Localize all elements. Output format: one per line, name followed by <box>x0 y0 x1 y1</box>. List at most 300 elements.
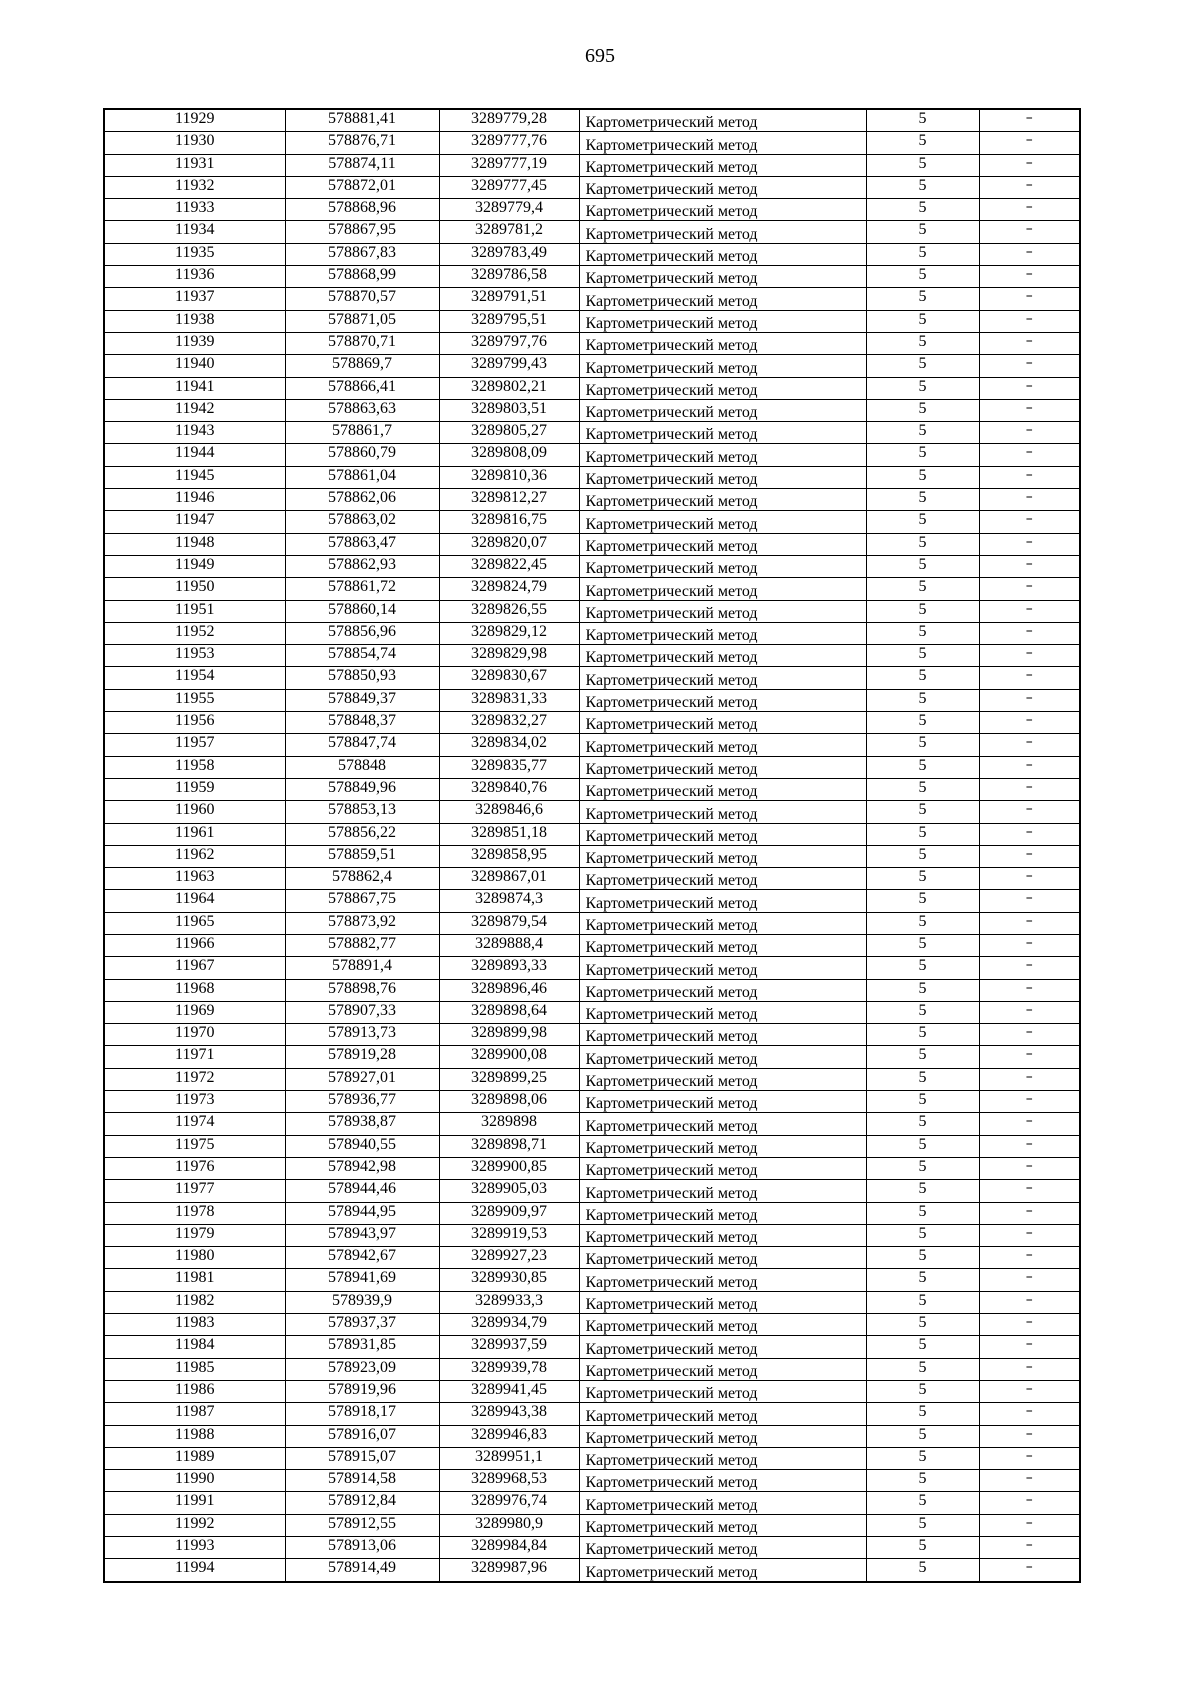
method-cell: Картометрический метод <box>579 377 866 399</box>
x-coordinate-cell: 578931,85 <box>285 1336 439 1358</box>
accuracy-cell: 5 <box>866 1046 979 1068</box>
point-number-cell: 11991 <box>104 1492 285 1514</box>
y-coordinate-cell: 3289919,53 <box>439 1224 579 1246</box>
table-row <box>104 377 1080 399</box>
note-cell: – <box>979 377 1080 399</box>
point-number-cell: 11953 <box>104 645 285 667</box>
x-coordinate-cell: 578849,37 <box>285 689 439 711</box>
y-coordinate-cell: 3289786,58 <box>439 266 579 288</box>
method-cell: Картометрический метод <box>579 890 866 912</box>
table-row <box>104 1269 1080 1291</box>
note-cell: – <box>979 288 1080 310</box>
x-coordinate-cell: 578861,04 <box>285 466 439 488</box>
accuracy-cell: 5 <box>866 979 979 1001</box>
point-number-cell: 11942 <box>104 399 285 421</box>
y-coordinate-cell: 3289840,76 <box>439 778 579 800</box>
table-row <box>104 1224 1080 1246</box>
table-row <box>104 533 1080 555</box>
note-cell: – <box>979 823 1080 845</box>
table-row <box>104 1358 1080 1380</box>
point-number-cell: 11978 <box>104 1202 285 1224</box>
table-row <box>104 1046 1080 1068</box>
method-cell: Картометрический метод <box>579 1180 866 1202</box>
x-coordinate-cell: 578856,22 <box>285 823 439 845</box>
accuracy-cell: 5 <box>866 912 979 934</box>
table-row <box>104 1091 1080 1113</box>
method-cell: Картометрический метод <box>579 332 866 354</box>
point-number-cell: 11981 <box>104 1269 285 1291</box>
note-cell: – <box>979 1314 1080 1336</box>
note-cell: – <box>979 199 1080 221</box>
y-coordinate-cell: 3289777,76 <box>439 132 579 154</box>
note-cell: – <box>979 332 1080 354</box>
accuracy-cell: 5 <box>866 689 979 711</box>
y-coordinate-cell: 3289802,21 <box>439 377 579 399</box>
accuracy-cell: 5 <box>866 1358 979 1380</box>
table-row <box>104 600 1080 622</box>
y-coordinate-cell: 3289791,51 <box>439 288 579 310</box>
note-cell: – <box>979 1425 1080 1447</box>
note-cell: – <box>979 243 1080 265</box>
note-cell: – <box>979 890 1080 912</box>
point-number-cell: 11975 <box>104 1135 285 1157</box>
table-row <box>104 1247 1080 1269</box>
table-row <box>104 1001 1080 1023</box>
y-coordinate-cell: 3289799,43 <box>439 355 579 377</box>
accuracy-cell: 5 <box>866 310 979 332</box>
x-coordinate-cell: 578863,63 <box>285 399 439 421</box>
method-cell: Картометрический метод <box>579 511 866 533</box>
x-coordinate-cell: 578872,01 <box>285 176 439 198</box>
accuracy-cell: 5 <box>866 957 979 979</box>
x-coordinate-cell: 578913,06 <box>285 1537 439 1559</box>
method-cell: Картометрический метод <box>579 132 866 154</box>
note-cell: – <box>979 511 1080 533</box>
point-number-cell: 11983 <box>104 1314 285 1336</box>
x-coordinate-cell: 578938,87 <box>285 1113 439 1135</box>
method-cell: Картометрический метод <box>579 689 866 711</box>
y-coordinate-cell: 3289781,2 <box>439 221 579 243</box>
method-cell: Картометрический метод <box>579 600 866 622</box>
note-cell: – <box>979 154 1080 176</box>
y-coordinate-cell: 3289779,28 <box>439 109 579 132</box>
y-coordinate-cell: 3289980,9 <box>439 1514 579 1536</box>
y-coordinate-cell: 3289898,06 <box>439 1091 579 1113</box>
accuracy-cell: 5 <box>866 355 979 377</box>
note-cell: – <box>979 533 1080 555</box>
table-row <box>104 1537 1080 1559</box>
note-cell: – <box>979 132 1080 154</box>
method-cell: Картометрический метод <box>579 533 866 555</box>
table-row <box>104 1180 1080 1202</box>
x-coordinate-cell: 578869,7 <box>285 355 439 377</box>
point-number-cell: 11973 <box>104 1091 285 1113</box>
point-number-cell: 11965 <box>104 912 285 934</box>
y-coordinate-cell: 3289941,45 <box>439 1380 579 1402</box>
x-coordinate-cell: 578870,71 <box>285 332 439 354</box>
table-row <box>104 1425 1080 1447</box>
y-coordinate-cell: 3289797,76 <box>439 332 579 354</box>
method-cell: Картометрический метод <box>579 957 866 979</box>
note-cell: – <box>979 1447 1080 1469</box>
note-cell: – <box>979 399 1080 421</box>
x-coordinate-cell: 578882,77 <box>285 934 439 956</box>
note-cell: – <box>979 934 1080 956</box>
x-coordinate-cell: 578862,06 <box>285 489 439 511</box>
accuracy-cell: 5 <box>866 1247 979 1269</box>
table-row <box>104 266 1080 288</box>
accuracy-cell: 5 <box>866 1559 979 1582</box>
point-number-cell: 11963 <box>104 868 285 890</box>
y-coordinate-cell: 3289987,96 <box>439 1559 579 1582</box>
x-coordinate-cell: 578854,74 <box>285 645 439 667</box>
y-coordinate-cell: 3289976,74 <box>439 1492 579 1514</box>
point-number-cell: 11952 <box>104 622 285 644</box>
accuracy-cell: 5 <box>866 533 979 555</box>
y-coordinate-cell: 3289830,67 <box>439 667 579 689</box>
note-cell: – <box>979 1336 1080 1358</box>
x-coordinate-cell: 578914,58 <box>285 1470 439 1492</box>
y-coordinate-cell: 3289805,27 <box>439 422 579 444</box>
method-cell: Картометрический метод <box>579 1314 866 1336</box>
table-row <box>104 1403 1080 1425</box>
y-coordinate-cell: 3289909,97 <box>439 1202 579 1224</box>
note-cell: – <box>979 489 1080 511</box>
y-coordinate-cell: 3289777,45 <box>439 176 579 198</box>
method-cell: Картометрический метод <box>579 310 866 332</box>
method-cell: Картометрический метод <box>579 1091 866 1113</box>
method-cell: Картометрический метод <box>579 1336 866 1358</box>
table-row <box>104 489 1080 511</box>
point-number-cell: 11959 <box>104 778 285 800</box>
coordinates-table-body <box>104 109 1080 1582</box>
table-row <box>104 1380 1080 1402</box>
point-number-cell: 11988 <box>104 1425 285 1447</box>
x-coordinate-cell: 578856,96 <box>285 622 439 644</box>
note-cell: – <box>979 1514 1080 1536</box>
method-cell: Картометрический метод <box>579 154 866 176</box>
point-number-cell: 11945 <box>104 466 285 488</box>
accuracy-cell: 5 <box>866 109 979 132</box>
x-coordinate-cell: 578873,92 <box>285 912 439 934</box>
note-cell: – <box>979 778 1080 800</box>
accuracy-cell: 5 <box>866 1224 979 1246</box>
x-coordinate-cell: 578863,47 <box>285 533 439 555</box>
x-coordinate-cell: 578847,74 <box>285 734 439 756</box>
note-cell: – <box>979 355 1080 377</box>
x-coordinate-cell: 578939,9 <box>285 1291 439 1313</box>
table-row <box>104 1157 1080 1179</box>
accuracy-cell: 5 <box>866 1113 979 1135</box>
x-coordinate-cell: 578937,37 <box>285 1314 439 1336</box>
y-coordinate-cell: 3289829,12 <box>439 622 579 644</box>
y-coordinate-cell: 3289934,79 <box>439 1314 579 1336</box>
y-coordinate-cell: 3289808,09 <box>439 444 579 466</box>
accuracy-cell: 5 <box>866 1024 979 1046</box>
table-row <box>104 868 1080 890</box>
table-row <box>104 689 1080 711</box>
table-row <box>104 890 1080 912</box>
x-coordinate-cell: 578867,95 <box>285 221 439 243</box>
note-cell: – <box>979 1180 1080 1202</box>
accuracy-cell: 5 <box>866 1447 979 1469</box>
note-cell: – <box>979 1113 1080 1135</box>
note-cell: – <box>979 645 1080 667</box>
method-cell: Картометрический метод <box>579 1247 866 1269</box>
method-cell: Картометрический метод <box>579 912 866 934</box>
table-row <box>104 1559 1080 1582</box>
point-number-cell: 11947 <box>104 511 285 533</box>
method-cell: Картометрический метод <box>579 823 866 845</box>
x-coordinate-cell: 578942,67 <box>285 1247 439 1269</box>
x-coordinate-cell: 578860,79 <box>285 444 439 466</box>
x-coordinate-cell: 578876,71 <box>285 132 439 154</box>
accuracy-cell: 5 <box>866 1492 979 1514</box>
accuracy-cell: 5 <box>866 1380 979 1402</box>
method-cell: Картометрический метод <box>579 176 866 198</box>
table-row <box>104 912 1080 934</box>
point-number-cell: 11937 <box>104 288 285 310</box>
x-coordinate-cell: 578916,07 <box>285 1425 439 1447</box>
note-cell: – <box>979 1024 1080 1046</box>
point-number-cell: 11946 <box>104 489 285 511</box>
table-row <box>104 1202 1080 1224</box>
y-coordinate-cell: 3289835,77 <box>439 756 579 778</box>
x-coordinate-cell: 578915,07 <box>285 1447 439 1469</box>
note-cell: – <box>979 1380 1080 1402</box>
point-number-cell: 11976 <box>104 1157 285 1179</box>
note-cell: – <box>979 667 1080 689</box>
x-coordinate-cell: 578868,96 <box>285 199 439 221</box>
x-coordinate-cell: 578848 <box>285 756 439 778</box>
x-coordinate-cell: 578870,57 <box>285 288 439 310</box>
accuracy-cell: 5 <box>866 489 979 511</box>
method-cell: Картометрический метод <box>579 466 866 488</box>
y-coordinate-cell: 3289795,51 <box>439 310 579 332</box>
note-cell: – <box>979 1537 1080 1559</box>
x-coordinate-cell: 578859,51 <box>285 845 439 867</box>
y-coordinate-cell: 3289834,02 <box>439 734 579 756</box>
method-cell: Картометрический метод <box>579 1046 866 1068</box>
x-coordinate-cell: 578874,11 <box>285 154 439 176</box>
point-number-cell: 11992 <box>104 1514 285 1536</box>
method-cell: Картометрический метод <box>579 1537 866 1559</box>
x-coordinate-cell: 578862,93 <box>285 555 439 577</box>
note-cell: – <box>979 1492 1080 1514</box>
note-cell: – <box>979 1403 1080 1425</box>
table-row <box>104 778 1080 800</box>
y-coordinate-cell: 3289905,03 <box>439 1180 579 1202</box>
accuracy-cell: 5 <box>866 1470 979 1492</box>
point-number-cell: 11980 <box>104 1247 285 1269</box>
point-number-cell: 11941 <box>104 377 285 399</box>
accuracy-cell: 5 <box>866 176 979 198</box>
accuracy-cell: 5 <box>866 1403 979 1425</box>
point-number-cell: 11940 <box>104 355 285 377</box>
accuracy-cell: 5 <box>866 422 979 444</box>
point-number-cell: 11934 <box>104 221 285 243</box>
method-cell: Картометрический метод <box>579 243 866 265</box>
method-cell: Картометрический метод <box>579 1224 866 1246</box>
accuracy-cell: 5 <box>866 1135 979 1157</box>
method-cell: Картометрический метод <box>579 712 866 734</box>
accuracy-cell: 5 <box>866 1291 979 1313</box>
point-number-cell: 11974 <box>104 1113 285 1135</box>
point-number-cell: 11961 <box>104 823 285 845</box>
note-cell: – <box>979 1247 1080 1269</box>
method-cell: Картометрический метод <box>579 109 866 132</box>
note-cell: – <box>979 845 1080 867</box>
note-cell: – <box>979 1470 1080 1492</box>
table-row <box>104 399 1080 421</box>
accuracy-cell: 5 <box>866 511 979 533</box>
note-cell: – <box>979 176 1080 198</box>
x-coordinate-cell: 578891,4 <box>285 957 439 979</box>
accuracy-cell: 5 <box>866 288 979 310</box>
method-cell: Картометрический метод <box>579 934 866 956</box>
method-cell: Картометрический метод <box>579 399 866 421</box>
x-coordinate-cell: 578860,14 <box>285 600 439 622</box>
table-row <box>104 1291 1080 1313</box>
point-number-cell: 11979 <box>104 1224 285 1246</box>
table-row <box>104 823 1080 845</box>
y-coordinate-cell: 3289846,6 <box>439 801 579 823</box>
point-number-cell: 11990 <box>104 1470 285 1492</box>
point-number-cell: 11985 <box>104 1358 285 1380</box>
method-cell: Картометрический метод <box>579 1380 866 1402</box>
accuracy-cell: 5 <box>866 667 979 689</box>
method-cell: Картометрический метод <box>579 578 866 600</box>
accuracy-cell: 5 <box>866 466 979 488</box>
table-row <box>104 578 1080 600</box>
method-cell: Картометрический метод <box>579 1202 866 1224</box>
x-coordinate-cell: 578912,55 <box>285 1514 439 1536</box>
note-cell: – <box>979 622 1080 644</box>
x-coordinate-cell: 578849,96 <box>285 778 439 800</box>
table-row <box>104 667 1080 689</box>
accuracy-cell: 5 <box>866 1202 979 1224</box>
table-row <box>104 1492 1080 1514</box>
point-number-cell: 11936 <box>104 266 285 288</box>
method-cell: Картометрический метод <box>579 422 866 444</box>
point-number-cell: 11994 <box>104 1559 285 1582</box>
point-number-cell: 11956 <box>104 712 285 734</box>
x-coordinate-cell: 578943,97 <box>285 1224 439 1246</box>
y-coordinate-cell: 3289822,45 <box>439 555 579 577</box>
method-cell: Картометрический метод <box>579 266 866 288</box>
accuracy-cell: 5 <box>866 868 979 890</box>
x-coordinate-cell: 578867,83 <box>285 243 439 265</box>
y-coordinate-cell: 3289930,85 <box>439 1269 579 1291</box>
method-cell: Картометрический метод <box>579 1269 866 1291</box>
accuracy-cell: 5 <box>866 778 979 800</box>
note-cell: – <box>979 1091 1080 1113</box>
x-coordinate-cell: 578936,77 <box>285 1091 439 1113</box>
x-coordinate-cell: 578919,96 <box>285 1380 439 1402</box>
method-cell: Картометрический метод <box>579 1492 866 1514</box>
accuracy-cell: 5 <box>866 622 979 644</box>
note-cell: – <box>979 444 1080 466</box>
table-row <box>104 957 1080 979</box>
table-row <box>104 288 1080 310</box>
method-cell: Картометрический метод <box>579 1001 866 1023</box>
point-number-cell: 11929 <box>104 109 285 132</box>
y-coordinate-cell: 3289893,33 <box>439 957 579 979</box>
y-coordinate-cell: 3289803,51 <box>439 399 579 421</box>
note-cell: – <box>979 912 1080 934</box>
point-number-cell: 11948 <box>104 533 285 555</box>
method-cell: Картометрический метод <box>579 555 866 577</box>
table-row <box>104 1447 1080 1469</box>
method-cell: Картометрический метод <box>579 734 866 756</box>
method-cell: Картометрический метод <box>579 845 866 867</box>
y-coordinate-cell: 3289943,38 <box>439 1403 579 1425</box>
table-row <box>104 466 1080 488</box>
x-coordinate-cell: 578868,99 <box>285 266 439 288</box>
note-cell: – <box>979 109 1080 132</box>
point-number-cell: 11966 <box>104 934 285 956</box>
y-coordinate-cell: 3289858,95 <box>439 845 579 867</box>
method-cell: Картометрический метод <box>579 1358 866 1380</box>
y-coordinate-cell: 3289898 <box>439 1113 579 1135</box>
table-row <box>104 1336 1080 1358</box>
point-number-cell: 11969 <box>104 1001 285 1023</box>
point-number-cell: 11982 <box>104 1291 285 1313</box>
table-row <box>104 243 1080 265</box>
table-row <box>104 1135 1080 1157</box>
point-number-cell: 11964 <box>104 890 285 912</box>
note-cell: – <box>979 712 1080 734</box>
accuracy-cell: 5 <box>866 555 979 577</box>
method-cell: Картометрический метод <box>579 645 866 667</box>
table-row <box>104 511 1080 533</box>
y-coordinate-cell: 3289820,07 <box>439 533 579 555</box>
point-number-cell: 11958 <box>104 756 285 778</box>
point-number-cell: 11989 <box>104 1447 285 1469</box>
x-coordinate-cell: 578848,37 <box>285 712 439 734</box>
note-cell: – <box>979 422 1080 444</box>
y-coordinate-cell: 3289832,27 <box>439 712 579 734</box>
y-coordinate-cell: 3289898,71 <box>439 1135 579 1157</box>
accuracy-cell: 5 <box>866 221 979 243</box>
accuracy-cell: 5 <box>866 734 979 756</box>
note-cell: – <box>979 1291 1080 1313</box>
y-coordinate-cell: 3289937,59 <box>439 1336 579 1358</box>
y-coordinate-cell: 3289810,36 <box>439 466 579 488</box>
method-cell: Картометрический метод <box>579 778 866 800</box>
method-cell: Картометрический метод <box>579 1559 866 1582</box>
note-cell: – <box>979 600 1080 622</box>
accuracy-cell: 5 <box>866 266 979 288</box>
note-cell: – <box>979 756 1080 778</box>
table-row <box>104 132 1080 154</box>
y-coordinate-cell: 3289888,4 <box>439 934 579 956</box>
y-coordinate-cell: 3289867,01 <box>439 868 579 890</box>
note-cell: – <box>979 1559 1080 1582</box>
table-row <box>104 355 1080 377</box>
method-cell: Картометрический метод <box>579 868 866 890</box>
point-number-cell: 11931 <box>104 154 285 176</box>
note-cell: – <box>979 1224 1080 1246</box>
table-row <box>104 734 1080 756</box>
table-row <box>104 444 1080 466</box>
y-coordinate-cell: 3289933,3 <box>439 1291 579 1313</box>
point-number-cell: 11971 <box>104 1046 285 1068</box>
note-cell: – <box>979 1068 1080 1090</box>
point-number-cell: 11970 <box>104 1024 285 1046</box>
accuracy-cell: 5 <box>866 1514 979 1536</box>
point-number-cell: 11949 <box>104 555 285 577</box>
